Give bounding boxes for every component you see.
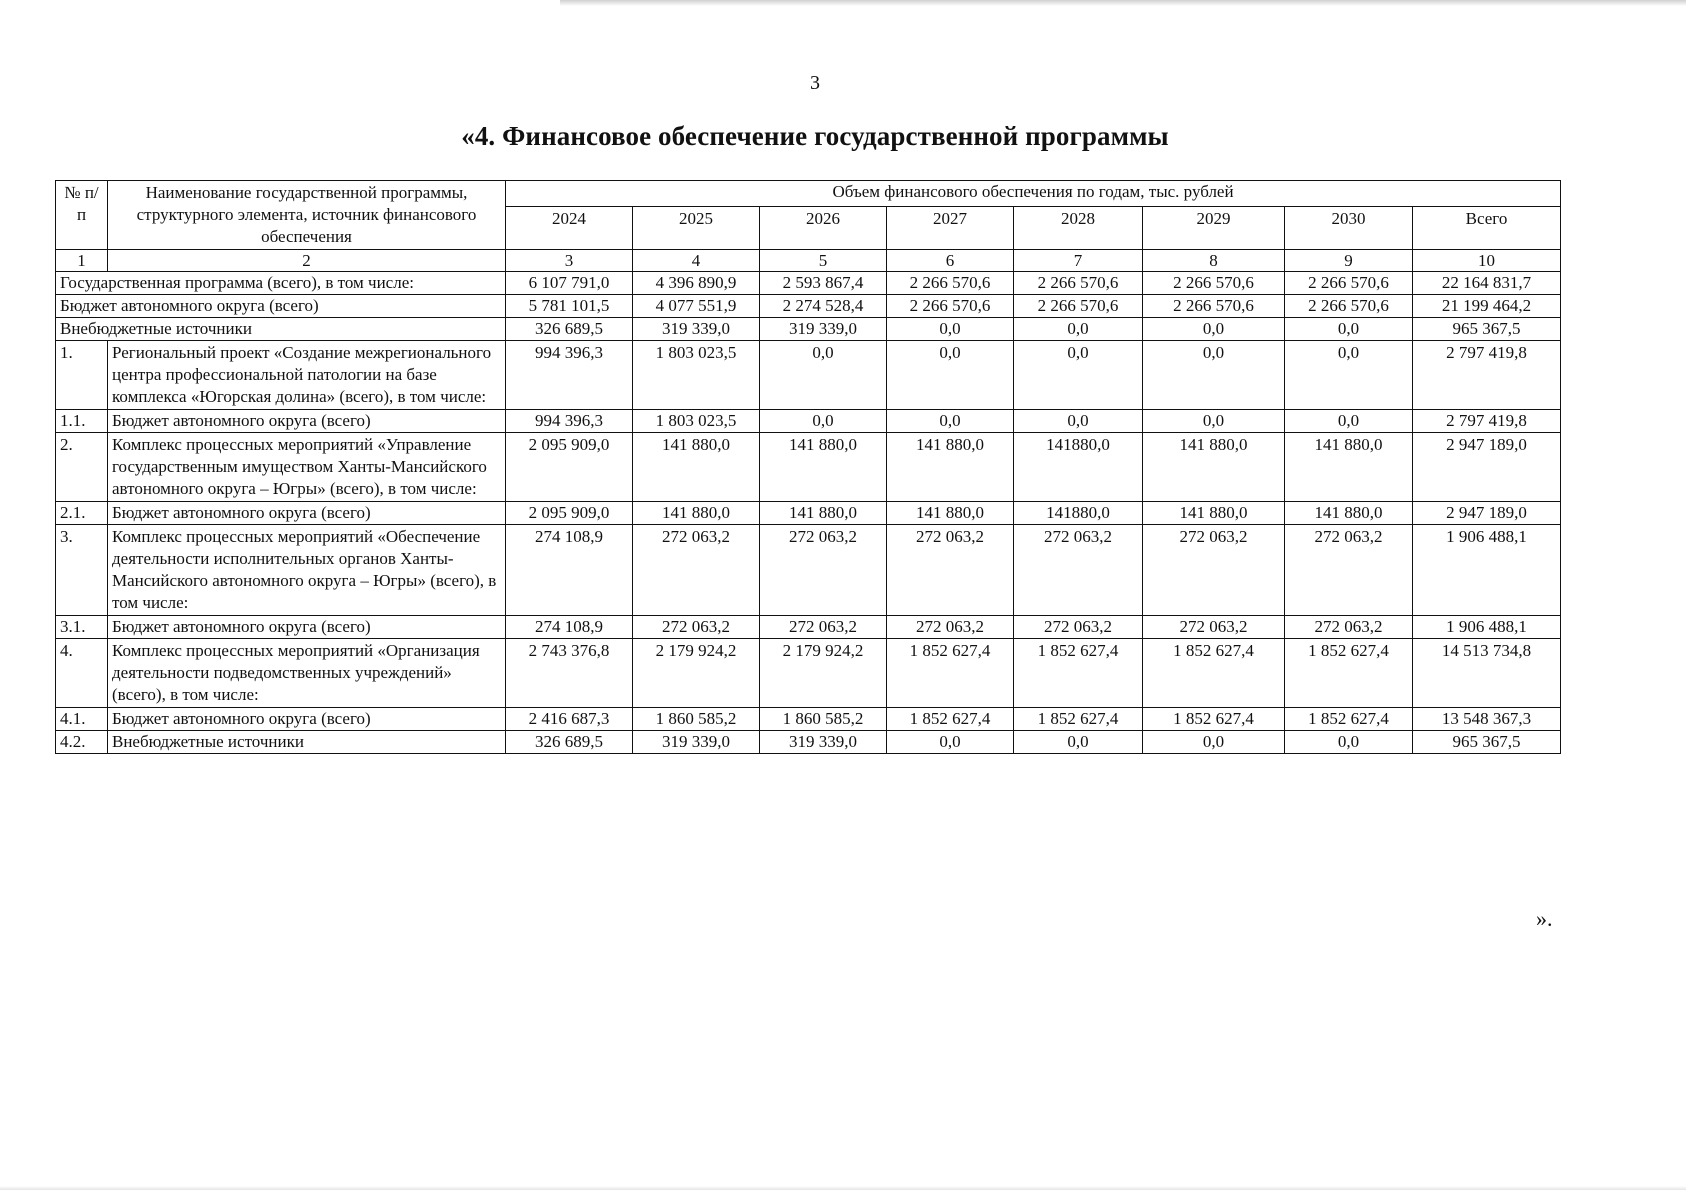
row-year-value: 319 339,0 [760,318,887,341]
row-year-value: 2 179 924,2 [633,639,760,708]
row-year-value: 5 781 101,5 [506,295,633,318]
row-year-value: 0,0 [760,341,887,410]
row-year-value: 2 266 570,6 [887,295,1014,318]
row-year-value: 994 396,3 [506,341,633,410]
row-year-value: 2 266 570,6 [1014,272,1143,295]
row-year-value: 1 852 627,4 [887,708,1014,731]
row-number: 4.2. [56,731,108,754]
row-year-value: 141 880,0 [1143,502,1285,525]
table-row [56,272,1561,295]
scan-edge-bottom [0,1186,1686,1190]
row-year-value: 1 852 627,4 [1143,639,1285,708]
row-total-value: 2 797 419,8 [1413,341,1561,410]
column-index: 10 [1413,250,1561,272]
row-year-value: 0,0 [1285,731,1413,754]
row-number: 2. [56,433,108,502]
row-year-value: 0,0 [1143,341,1285,410]
row-year-value: 326 689,5 [506,731,633,754]
header-year: 2026 [760,207,887,250]
header-financing-volume: Объем финансового обеспечения по годам, тыс. рублей [506,181,1561,207]
column-index: 6 [887,250,1014,272]
row-total-value: 14 513 734,8 [1413,639,1561,708]
row-year-value: 1 852 627,4 [1014,639,1143,708]
row-year-value: 326 689,5 [506,318,633,341]
row-year-value: 272 063,2 [1285,525,1413,616]
financing-table [55,180,1561,754]
column-index-row [56,250,1561,272]
row-total-value: 1 906 488,1 [1413,525,1561,616]
row-year-value: 0,0 [1014,410,1143,433]
row-year-value: 272 063,2 [1014,525,1143,616]
table-row [56,502,1561,525]
row-year-value: 2 266 570,6 [1285,295,1413,318]
row-year-value: 274 108,9 [506,616,633,639]
row-total-value: 13 548 367,3 [1413,708,1561,731]
table-row [56,616,1561,639]
row-year-value: 1 852 627,4 [1285,639,1413,708]
row-year-value: 2 266 570,6 [1143,272,1285,295]
row-year-value: 0,0 [1014,731,1143,754]
row-year-value: 0,0 [1285,410,1413,433]
column-index: 2 [108,250,506,272]
row-year-value: 0,0 [1285,341,1413,410]
row-year-value: 0,0 [1014,341,1143,410]
row-year-value: 274 108,9 [506,525,633,616]
row-year-value: 1 860 585,2 [760,708,887,731]
table-row [56,639,1561,708]
row-total-value: 1 906 488,1 [1413,616,1561,639]
row-total-value: 965 367,5 [1413,318,1561,341]
row-name: Комплекс процессных мероприятий «Организация деятельности подведомственных учреждений» (всего), в том числе: [108,639,506,708]
row-year-value: 1 852 627,4 [1014,708,1143,731]
row-total-value: 2 797 419,8 [1413,410,1561,433]
closing-quote-mark: ». [1536,906,1553,931]
scan-edge-top [560,0,1686,6]
row-year-value: 272 063,2 [1143,616,1285,639]
row-year-value: 0,0 [1014,318,1143,341]
row-year-value: 2 266 570,6 [887,272,1014,295]
page-number: 3 [810,72,820,94]
row-total-value: 21 199 464,2 [1413,295,1561,318]
row-year-value: 0,0 [1143,410,1285,433]
header-year: 2029 [1143,207,1285,250]
row-year-value: 272 063,2 [1285,616,1413,639]
header-row-number: № п/п [56,181,108,250]
column-index: 9 [1285,250,1413,272]
row-year-value: 141 880,0 [1285,502,1413,525]
header-year: 2028 [1014,207,1143,250]
row-year-value: 141880,0 [1014,502,1143,525]
row-year-value: 141 880,0 [760,433,887,502]
row-year-value: 2 416 687,3 [506,708,633,731]
row-year-value: 272 063,2 [1143,525,1285,616]
table-row [56,341,1561,410]
row-name: Государственная программа (всего), в том числе: [56,272,506,295]
table-row [56,525,1561,616]
row-year-value: 4 396 890,9 [633,272,760,295]
row-number: 1.1. [56,410,108,433]
row-year-value: 1 852 627,4 [1143,708,1285,731]
row-number: 3. [56,525,108,616]
row-year-value: 2 266 570,6 [1143,295,1285,318]
row-year-value: 0,0 [1143,318,1285,341]
row-year-value: 0,0 [887,731,1014,754]
column-index: 4 [633,250,760,272]
row-year-value: 0,0 [887,410,1014,433]
row-name: Бюджет автономного округа (всего) [108,616,506,639]
row-year-value: 2 179 924,2 [760,639,887,708]
row-year-value: 2 095 909,0 [506,502,633,525]
row-year-value: 0,0 [887,318,1014,341]
row-year-value: 319 339,0 [633,318,760,341]
row-year-value: 2 274 528,4 [760,295,887,318]
row-name: Бюджет автономного округа (всего) [108,708,506,731]
row-name: Бюджет автономного округа (всего) [56,295,506,318]
row-year-value: 141 880,0 [633,502,760,525]
row-year-value: 1 852 627,4 [1285,708,1413,731]
row-year-value: 0,0 [760,410,887,433]
row-year-value: 0,0 [1285,318,1413,341]
row-year-value: 2 266 570,6 [1285,272,1413,295]
row-total-value: 2 947 189,0 [1413,433,1561,502]
row-year-value: 272 063,2 [760,525,887,616]
row-name: Бюджет автономного округа (всего) [108,502,506,525]
row-year-value: 141 880,0 [887,502,1014,525]
row-year-value: 1 860 585,2 [633,708,760,731]
header-year: 2030 [1285,207,1413,250]
row-year-value: 272 063,2 [887,525,1014,616]
column-index: 8 [1143,250,1285,272]
row-year-value: 141 880,0 [1143,433,1285,502]
row-year-value: 1 852 627,4 [887,639,1014,708]
row-name: Комплекс процессных мероприятий «Обеспечение деятельности исполнительных органов Ханты-Мансийского автономного округа – Югры» (всего), в том числе: [108,525,506,616]
header-program-name: Наименование государственной программы, структурного элемента, источник финансового обеспечения [108,181,506,250]
document-title: «4. Финансовое обеспечение государственной программы [461,121,1169,151]
row-year-value: 272 063,2 [887,616,1014,639]
row-year-value: 272 063,2 [633,616,760,639]
row-total-value: 965 367,5 [1413,731,1561,754]
table-row [56,433,1561,502]
row-year-value: 141880,0 [1014,433,1143,502]
row-number: 4. [56,639,108,708]
row-year-value: 994 396,3 [506,410,633,433]
row-year-value: 1 803 023,5 [633,341,760,410]
row-year-value: 272 063,2 [760,616,887,639]
row-number: 2.1. [56,502,108,525]
header-year: 2024 [506,207,633,250]
row-year-value: 6 107 791,0 [506,272,633,295]
column-index: 7 [1014,250,1143,272]
table-row [56,295,1561,318]
row-year-value: 0,0 [1143,731,1285,754]
row-year-value: 272 063,2 [1014,616,1143,639]
row-total-value: 22 164 831,7 [1413,272,1561,295]
table-row [56,410,1561,433]
row-year-value: 2 743 376,8 [506,639,633,708]
row-year-value: 319 339,0 [633,731,760,754]
row-year-value: 2 266 570,6 [1014,295,1143,318]
table-row [56,318,1561,341]
row-year-value: 141 880,0 [887,433,1014,502]
header-total: Всего [1413,207,1561,250]
column-index: 3 [506,250,633,272]
row-name: Внебюджетные источники [108,731,506,754]
row-name: Комплекс процессных мероприятий «Управление государственным имуществом Ханты-Мансийского автономного округа – Югры» (всего), в том числе: [108,433,506,502]
row-year-value: 319 339,0 [760,731,887,754]
column-index: 5 [760,250,887,272]
row-year-value: 1 803 023,5 [633,410,760,433]
row-year-value: 141 880,0 [633,433,760,502]
header-year: 2027 [887,207,1014,250]
row-year-value: 0,0 [887,341,1014,410]
row-year-value: 4 077 551,9 [633,295,760,318]
row-total-value: 2 947 189,0 [1413,502,1561,525]
row-number: 3.1. [56,616,108,639]
header-year: 2025 [633,207,760,250]
row-year-value: 141 880,0 [760,502,887,525]
row-year-value: 141 880,0 [1285,433,1413,502]
row-year-value: 2 593 867,4 [760,272,887,295]
row-name: Внебюджетные источники [56,318,506,341]
row-name: Региональный проект «Создание межрегионального центра профессиональной патологии на базе комплекса «Югорская долина» (всего), в том числе: [108,341,506,410]
table-row [56,731,1561,754]
row-number: 1. [56,341,108,410]
column-index: 1 [56,250,108,272]
row-year-value: 2 095 909,0 [506,433,633,502]
table-row [56,708,1561,731]
row-year-value: 272 063,2 [633,525,760,616]
row-number: 4.1. [56,708,108,731]
row-name: Бюджет автономного округа (всего) [108,410,506,433]
